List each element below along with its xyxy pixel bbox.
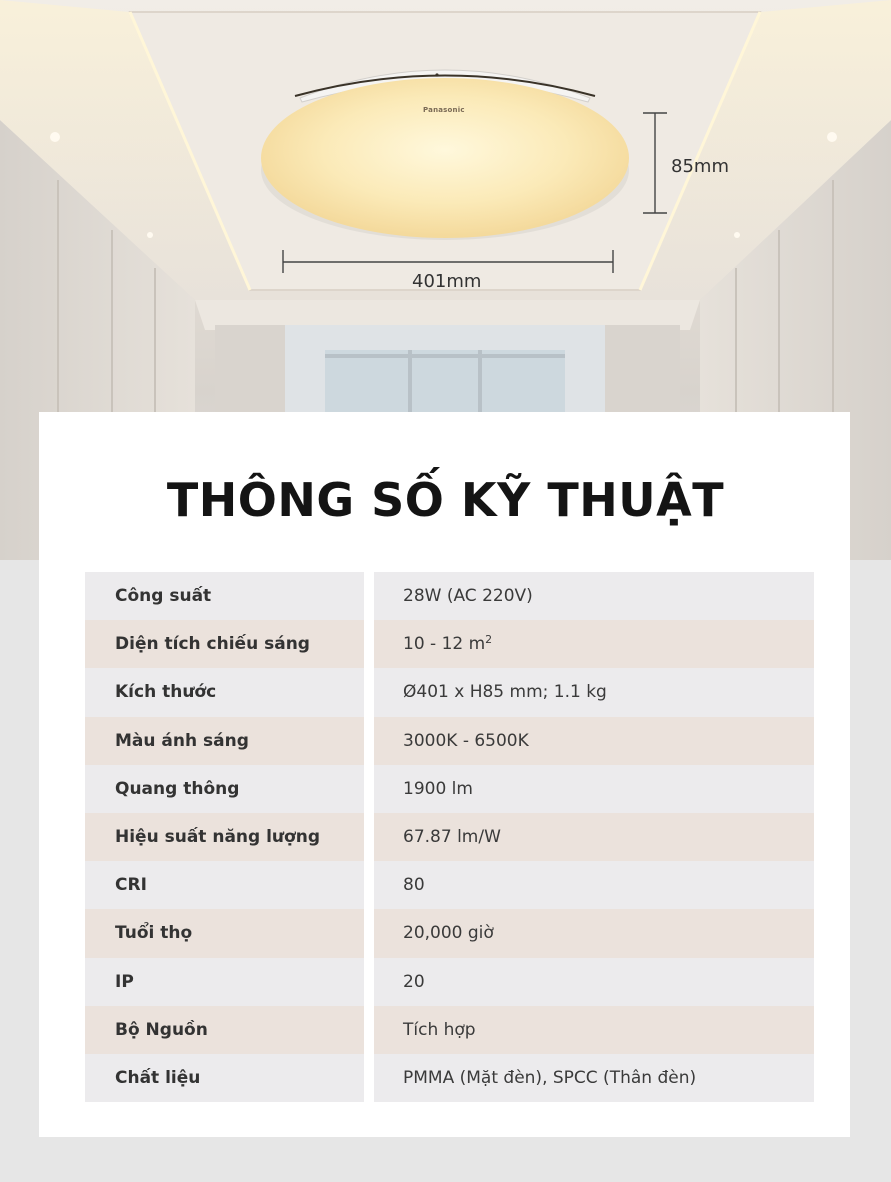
spec-value-text: 10 - 12 m: [403, 634, 486, 655]
height-dimension-label: 85mm: [671, 156, 729, 177]
spec-row: [85, 861, 814, 909]
spec-label: CRI: [85, 861, 364, 909]
spec-label: Màu ánh sáng: [85, 717, 364, 765]
spec-value: 28W (AC 220V): [374, 572, 814, 620]
spec-value: [374, 620, 814, 668]
spec-value: 3000K - 6500K: [374, 717, 814, 765]
spec-row: [85, 620, 814, 668]
spec-label: Công suất: [85, 572, 364, 620]
brand-logo: Panasonic: [423, 106, 465, 114]
spec-value: 20,000 giờ: [374, 909, 814, 957]
spec-row: [85, 765, 814, 813]
spec-row: [85, 572, 814, 620]
spec-label: Diện tích chiếu sáng: [85, 620, 364, 668]
spec-row: [85, 668, 814, 716]
spec-label: Kích thước: [85, 668, 364, 716]
spec-label: Tuổi thọ: [85, 909, 364, 957]
spec-value: Ø401 x H85 mm; 1.1 kg: [374, 668, 814, 716]
spec-row: [85, 1054, 814, 1102]
spec-value: 1900 lm: [374, 765, 814, 813]
spec-label: Chất liệu: [85, 1054, 364, 1102]
spec-row: [85, 717, 814, 765]
width-dimension-label: 401mm: [412, 271, 482, 292]
spec-row: [85, 909, 814, 957]
page-title: THÔNG SỐ KỸ THUẬT: [166, 473, 725, 527]
spec-row: [85, 813, 814, 861]
spec-value: Tích hợp: [374, 1006, 814, 1054]
spec-row: [85, 1006, 814, 1054]
spec-label: IP: [85, 958, 364, 1006]
spec-value: 20: [374, 958, 814, 1006]
spec-value: 80: [374, 861, 814, 909]
spec-value: 67.87 lm/W: [374, 813, 814, 861]
spec-value: PMMA (Mặt đèn), SPCC (Thân đèn): [374, 1054, 814, 1102]
spec-label: Bộ Nguồn: [85, 1006, 364, 1054]
spec-value-superscript: 2: [485, 633, 493, 647]
ceiling-lamp: [261, 78, 629, 238]
spec-label: Hiệu suất năng lượng: [85, 813, 364, 861]
spec-table: [85, 572, 814, 1102]
spec-row: [85, 958, 814, 1006]
spec-label: Quang thông: [85, 765, 364, 813]
